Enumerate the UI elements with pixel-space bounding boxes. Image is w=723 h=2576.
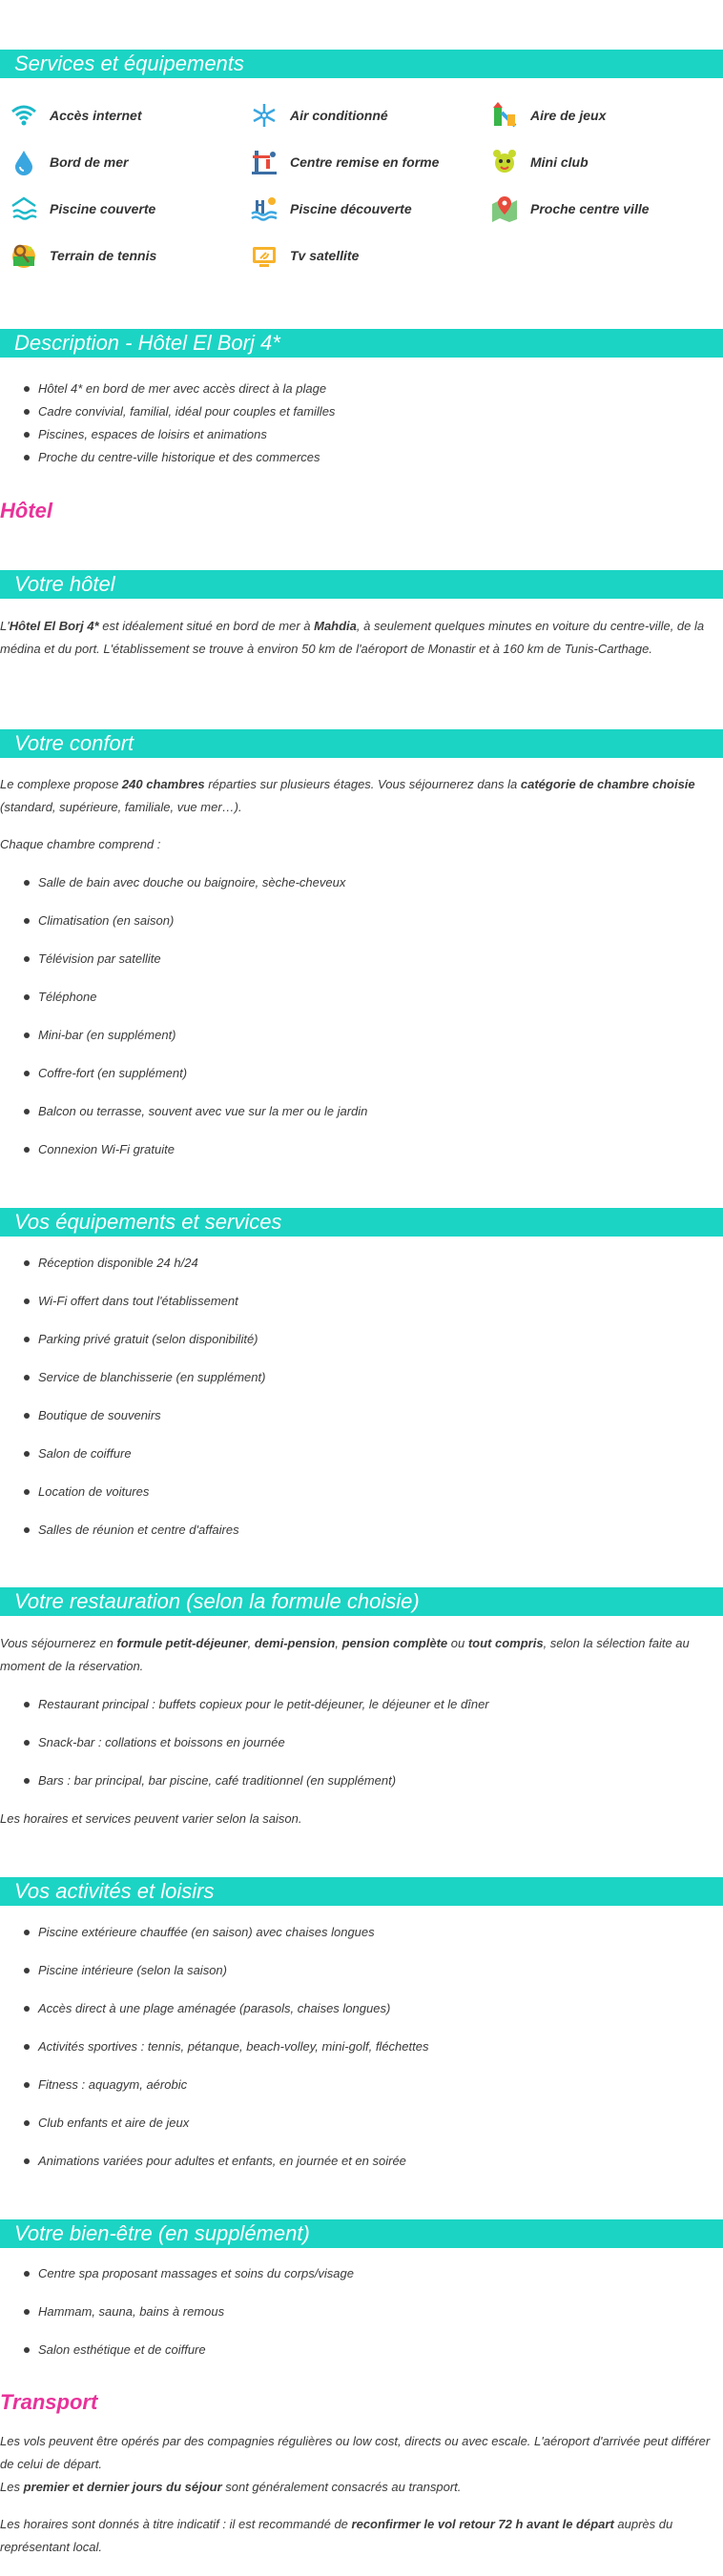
list-item: Accès direct à une plage aménagée (parasols, chaises longues) (38, 1999, 715, 2018)
equipements-heading: Vos équipements et services (0, 1208, 723, 1237)
list-item: Coffre-fort (en supplément) (38, 1064, 715, 1083)
list-item: Mini-bar (en supplément) (38, 1026, 715, 1045)
restauration-note: Les horaires et services peuvent varier selon la saison. (0, 1811, 302, 1826)
equipements-list (0, 1254, 715, 1559)
service-item: Mini club (490, 148, 589, 176)
list-item: Parking privé gratuit (selon disponibilité) (38, 1330, 715, 1349)
services-heading: Services et équipements (0, 50, 723, 78)
list-item: Service de blanchisserie (en supplément) (38, 1368, 715, 1387)
hotel-paragraph: L'Hôtel El Borj 4* est idéalement situé en bord de mer à Mahdia, à seulement quelques minutes en voiture du centre-ville, de la médina et du port. L'établissement se trouve à environ 50 km de l'aéroport de Monastir et à 160 km de Tunis-Carthage. (0, 619, 705, 656)
transport-paragraph-2: Les horaires sont donnés à titre indicatif : il est recommandé de reconfirmer le vol retour 72 h avant le départ auprès du représentant local. (0, 2517, 673, 2554)
activites-heading: Vos activités et loisirs (0, 1877, 723, 1906)
activites-list (0, 1923, 715, 2190)
service-item: Proche centre ville (490, 194, 650, 223)
list-item: Salon de coiffure (38, 1444, 715, 1463)
mini-club-icon (490, 148, 519, 176)
list-item: Salon esthétique et de coiffure (38, 2341, 715, 2360)
service-item: Tv satellite (250, 241, 359, 270)
playground-icon (490, 101, 519, 130)
service-item: Piscine couverte (10, 194, 155, 223)
list-item: Animations variées pour adultes et enfants, en journée et en soirée (38, 2152, 715, 2171)
list-item: Wi-Fi offert dans tout l'établissement (38, 1292, 715, 1311)
map-pin-icon (490, 194, 519, 223)
list-item: Hammam, sauna, bains à remous (38, 2302, 715, 2321)
list-item: Piscines, espaces de loisirs et animations (38, 423, 715, 446)
description-heading: Description - Hôtel El Borj 4* (0, 329, 723, 358)
restauration-paragraph: Vous séjournerez en formule petit-déjeuner, demi-pension, pension complète ou tout compris, selon la sélection faite au moment de la réservation. (0, 1636, 690, 1673)
list-item: Réception disponible 24 h/24 (38, 1254, 715, 1273)
list-item: Connexion Wi-Fi gratuite (38, 1140, 715, 1159)
service-item: Terrain de tennis (10, 241, 156, 270)
service-item: Bord de mer (10, 148, 128, 176)
tennis-icon (10, 241, 38, 270)
list-item: Club enfants et aire de jeux (38, 2114, 715, 2133)
list-item: Climatisation (en saison) (38, 911, 715, 930)
confort-heading: Votre confort (0, 729, 723, 758)
indoor-pool-icon (10, 194, 38, 223)
list-item: Boutique de souvenirs (38, 1406, 715, 1425)
restauration-heading: Votre restauration (selon la formule choisie) (0, 1587, 723, 1616)
list-item: Location de voitures (38, 1482, 715, 1502)
bien-etre-list (0, 2264, 715, 2379)
hotel-heading: Hôtel (0, 499, 52, 522)
service-item: Air conditionné (250, 101, 388, 130)
list-item: Piscine extérieure chauffée (en saison) avec chaises longues (38, 1923, 715, 1942)
service-item: Aire de jeux (490, 101, 606, 130)
service-item: Accès internet (10, 101, 141, 130)
transport-paragraph-1: Les vols peuvent être opérés par des compagnies régulières ou low cost, directs ou avec escale. L'aéroport d'arrivée peut différer de celui de départ. Les premier et dernier jours du séjour sont généralement consacrés au transport. (0, 2434, 711, 2494)
tv-icon (250, 241, 279, 270)
list-item: Fitness : aquagym, aérobic (38, 2075, 715, 2095)
service-item: Piscine découverte (250, 194, 412, 223)
list-item: Télévision par satellite (38, 950, 715, 969)
bien-etre-heading: Votre bien-être (en supplément) (0, 2219, 723, 2248)
list-item: Centre spa proposant massages et soins du corps/visage (38, 2264, 715, 2283)
wifi-icon (10, 101, 38, 130)
list-item: Salle de bain avec douche ou baignoire, sèche-cheveux (38, 873, 715, 892)
list-item: Bars : bar principal, bar piscine, café traditionnel (en supplément) (38, 1771, 715, 1790)
list-item: Activités sportives : tennis, pétanque, beach-volley, mini-golf, fléchettes (38, 2037, 715, 2056)
outdoor-pool-icon (250, 194, 279, 223)
list-item: Restaurant principal : buffets copieux pour le petit-déjeuner, le déjeuner et le dîner (38, 1695, 715, 1714)
votre-hotel-heading: Votre hôtel (0, 570, 723, 599)
list-item: Proche du centre-ville historique et des commerces (38, 446, 715, 469)
list-item: Piscine intérieure (selon la saison) (38, 1961, 715, 1980)
confort-paragraph: Le complexe propose 240 chambres réparties sur plusieurs étages. Vous séjournerez dans la catégorie de chambre choisie (standard, supérieure, familiale, vue mer…). (0, 777, 695, 814)
confort-intro: Chaque chambre comprend : (0, 837, 161, 851)
description-list (0, 378, 715, 469)
list-item: Cadre convivial, familial, idéal pour couples et familles (38, 400, 715, 423)
transport-heading: Transport (0, 2390, 98, 2414)
snowflake-icon (250, 101, 279, 130)
fitness-icon (250, 148, 279, 176)
service-item: Centre remise en forme (250, 148, 439, 176)
list-item: Snack-bar : collations et boissons en journée (38, 1733, 715, 1752)
confort-list (0, 873, 715, 1178)
list-item: Balcon ou terrasse, souvent avec vue sur la mer ou le jardin (38, 1102, 715, 1121)
list-item: Hôtel 4* en bord de mer avec accès direct à la plage (38, 378, 715, 400)
list-item: Téléphone (38, 988, 715, 1007)
water-drop-icon (10, 148, 38, 176)
restauration-list (0, 1695, 715, 1809)
list-item: Salles de réunion et centre d'affaires (38, 1521, 715, 1540)
